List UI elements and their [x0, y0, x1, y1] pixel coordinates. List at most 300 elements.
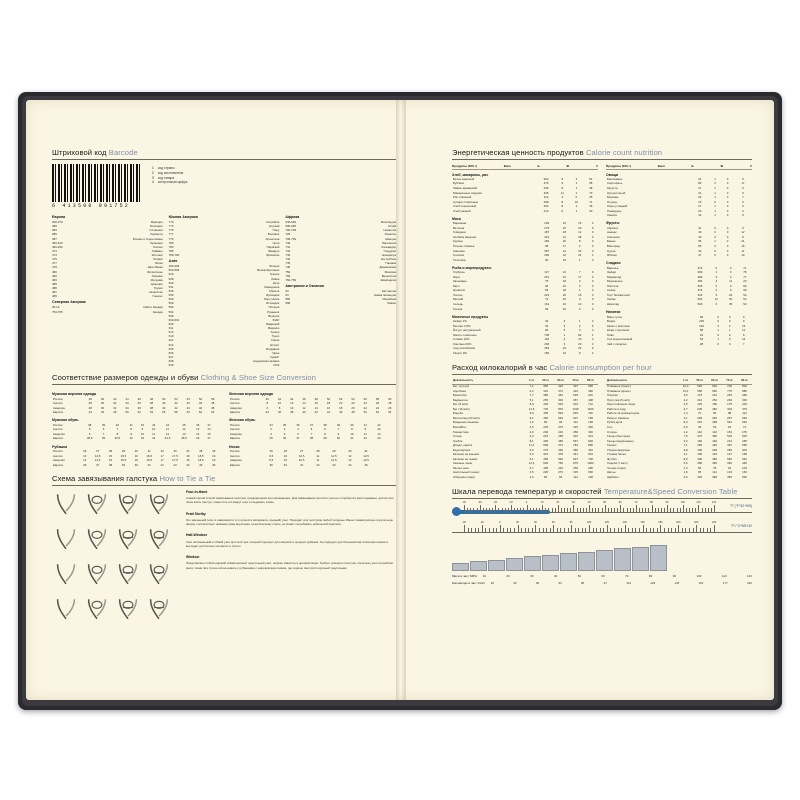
- calorie-value: 700: [727, 384, 732, 389]
- size-cell: 15,5: [120, 453, 127, 458]
- size-cell: 36: [277, 410, 282, 415]
- ruler-minor-tick: [514, 528, 515, 533]
- nutrition-value: 69: [545, 306, 549, 311]
- product-name: Молоко 2,5%: [453, 323, 471, 328]
- ruler-minor-tick: [485, 528, 486, 533]
- size-cell: 38: [149, 401, 154, 406]
- size-cell: 12: [182, 427, 186, 432]
- calorie-value: 441: [573, 452, 578, 457]
- calorie-value: 78: [712, 465, 717, 470]
- product-name: Торт бисквитный: [607, 292, 630, 297]
- nutrition-value: 0: [726, 239, 729, 244]
- nutrition-value: 3: [591, 341, 594, 346]
- size-cell: 12: [348, 453, 352, 458]
- tie-step: [83, 490, 111, 518]
- nutrition-value: 28: [699, 341, 704, 346]
- calorie-value: 80: [544, 474, 548, 479]
- nutrition-value: 276: [543, 181, 549, 186]
- nutrition-value: 24: [698, 176, 702, 181]
- country-code-column: [169, 213, 280, 367]
- mph-value: 80: [649, 573, 653, 578]
- calorie-value: 160: [697, 438, 703, 443]
- size-cell: 6: [297, 431, 299, 436]
- nutrition-value: 1: [575, 190, 578, 195]
- size-cell: 12: [290, 401, 294, 406]
- calorie-value: 11,0: [682, 388, 689, 393]
- ruler-tick: [620, 505, 621, 513]
- size-cell: 41: [147, 462, 151, 467]
- activity-name: Гимнастика: [453, 429, 469, 434]
- country-code: 741: [285, 244, 291, 249]
- calorie-value: 448: [742, 461, 747, 466]
- country-code: 528: [168, 276, 174, 281]
- country-code: 599: [168, 313, 174, 318]
- nutrition-value: 336: [543, 190, 549, 195]
- ruler-label: 40: [587, 501, 591, 505]
- nutrition-value: 99: [743, 288, 747, 293]
- calorie-value: 880: [742, 388, 747, 393]
- country-name: Саудовская Аравия: [252, 359, 280, 363]
- nutrition-value: 16: [562, 302, 566, 307]
- nutrition-value: 4: [591, 328, 594, 333]
- product-name: Рис отварной: [453, 195, 472, 200]
- nutrition-group-title: Мясо: [452, 216, 462, 221]
- calorie-value: 330: [558, 447, 564, 452]
- country-code: 955: [285, 297, 291, 302]
- kmh-value: 64: [558, 580, 562, 585]
- ruler-minor-tick: [578, 528, 579, 533]
- ruler-tick: [714, 525, 715, 533]
- nutrition-heading: Энергетическая ценность продуктов Calorie count nutrition: [452, 148, 752, 160]
- calorie-value: 11,2: [528, 443, 535, 448]
- calorie-value: 152: [742, 470, 747, 475]
- product-name: Сыр российский: [453, 346, 475, 351]
- ruler-minor-tick: [546, 528, 547, 533]
- nutrition-value: 5: [742, 185, 744, 190]
- country-name: Малайзия: [382, 297, 397, 302]
- size-cell: 40: [336, 436, 341, 441]
- calorie-value: 258: [558, 434, 564, 439]
- calorie-value: 372: [558, 388, 564, 393]
- size-cell: 36: [137, 401, 141, 406]
- ruler-minor-tick: [467, 508, 468, 513]
- size-cell: 42: [377, 422, 381, 427]
- unit-label-bottom: °F=°C*9/5+32: [731, 524, 752, 529]
- ruler-minor-tick: [645, 508, 646, 513]
- country-code: 539: [168, 293, 174, 297]
- product-name: Абрикос: [607, 225, 619, 230]
- tie-step-icon: [52, 595, 80, 623]
- size-table: [52, 418, 219, 441]
- size-cell: 34: [125, 405, 129, 410]
- ruler-tick: [464, 505, 465, 513]
- size-cell: 42: [174, 405, 178, 410]
- calorie-value: 45: [698, 424, 702, 429]
- nutrition-value: 1: [563, 332, 566, 337]
- nutrition-value: 10: [578, 302, 582, 307]
- size-cell: 56: [363, 396, 367, 401]
- nutrition-group-title: Сладкое: [606, 261, 621, 266]
- calorie-value: 192: [712, 438, 718, 443]
- speed-bar: [506, 558, 523, 571]
- country-name: Франция: [150, 220, 163, 224]
- calorie-value: 275: [543, 447, 549, 452]
- size-cell: 44: [152, 436, 156, 441]
- size-cell: 37: [309, 422, 314, 427]
- country-name: Новая Зеландия: [373, 293, 397, 297]
- ruler-label: -40: [462, 521, 466, 525]
- ruler-tick: [558, 505, 559, 513]
- activity-name: Плавание (кроль): [607, 388, 631, 393]
- ruler-label: 60: [618, 501, 622, 505]
- mph-value: 60: [601, 573, 605, 578]
- calorie-value: 225: [543, 424, 549, 429]
- product-name: Баклажаны: [607, 176, 623, 181]
- barcode-heading: Штриховой код Barcode: [52, 148, 396, 160]
- ruler-minor-tick: [555, 508, 556, 513]
- consumption-header-cell: 50 кг: [538, 379, 553, 384]
- size-cell: 38: [108, 462, 113, 467]
- product-name: Колбаса вареная: [453, 234, 477, 239]
- nutrition-value: 1: [591, 253, 594, 258]
- size-cell: 48: [113, 410, 117, 415]
- calorie-value: 0,9: [683, 424, 688, 429]
- ruler-minor-tick: [632, 528, 633, 533]
- nutrition-value: 12: [741, 230, 745, 235]
- nutrition-value: 3: [578, 244, 581, 248]
- calorie-value: 560: [727, 456, 732, 461]
- nutrition-value: 10: [574, 199, 579, 204]
- size-cell: 40: [162, 401, 166, 406]
- nutrition-value: 35: [729, 302, 733, 307]
- nutrition-value: 0: [715, 274, 718, 279]
- calorie-value: 4,5: [529, 470, 534, 475]
- size-cell: 44: [290, 396, 294, 401]
- nutrition-value: 0: [578, 306, 581, 311]
- tie-step-icon: [83, 525, 111, 553]
- country-name: Маврикий: [266, 321, 280, 326]
- size-cell: 43: [332, 462, 336, 467]
- size-cell: 42: [129, 436, 133, 441]
- speed-bar: [470, 561, 487, 571]
- size-cell: 39: [269, 462, 273, 467]
- mph-value: 110: [721, 573, 727, 578]
- product-name: Икра: [453, 274, 460, 279]
- size-cell: 6: [102, 427, 105, 432]
- country-code: 958: [285, 301, 291, 306]
- ruler-minor-tick: [493, 528, 494, 533]
- row-label: Европа: [53, 436, 63, 441]
- country-name: Панама: [385, 261, 397, 266]
- nutrition-value: 16: [562, 221, 566, 226]
- country-code: 626: [168, 350, 174, 355]
- consumption-header-cell: 1 кг: [679, 379, 692, 384]
- nutrition-value: 0: [714, 199, 716, 204]
- nutrition-value: 209: [544, 221, 550, 226]
- row-label: Россия: [230, 422, 240, 427]
- consumption-column-left: [452, 379, 598, 480]
- ruler-label: -10: [509, 501, 513, 505]
- size-cell: 37: [296, 436, 300, 441]
- calorie-value: 224: [727, 438, 732, 443]
- nutrition-value: 18: [562, 279, 566, 284]
- nutrition-value: 0: [591, 270, 594, 275]
- nutrition-value: 0: [714, 225, 716, 230]
- table-row: [606, 342, 752, 347]
- activity-name: Стирка: [607, 429, 617, 434]
- calorie-value: 110: [697, 429, 702, 434]
- calorie-value: 128: [588, 420, 593, 425]
- calorie-value: 132: [712, 429, 718, 434]
- calorie-value: 4,7: [683, 406, 688, 411]
- size-cell: 17: [160, 453, 164, 458]
- nutrition-value: 3: [563, 341, 566, 346]
- ruler-label: 180: [658, 521, 663, 525]
- ruler-minor-tick: [655, 508, 656, 513]
- calorie-value: 147: [727, 452, 732, 457]
- tie-step-icon: [52, 560, 80, 588]
- speed-label-kmh: Километры в час / km/h: [452, 580, 485, 585]
- size-cell: 3: [283, 427, 286, 432]
- size-cell: 36: [83, 449, 87, 454]
- size-cell: 6: [266, 405, 269, 410]
- consumption-header-cell: Деятельность: [606, 379, 679, 384]
- size-cell: 10: [152, 427, 156, 432]
- country-name: Эквадор: [267, 248, 280, 253]
- country-name: Тунис: [271, 334, 280, 339]
- ruler-label: 60: [551, 521, 555, 525]
- size-cell: 5: [283, 431, 286, 436]
- country-code: 535: [168, 288, 174, 293]
- size-cell: 36: [83, 462, 87, 467]
- nutrition-value: 0: [726, 176, 729, 181]
- calorie-value: 105: [697, 452, 703, 457]
- ruler-minor-tick: [621, 528, 622, 533]
- calorie-value: 315: [543, 452, 549, 457]
- nutrition-value: 21: [562, 270, 566, 275]
- product-name: Говядина: [453, 230, 466, 235]
- size-cell: 44: [348, 462, 352, 467]
- size-cell: 5: [88, 427, 91, 432]
- tie-step-icon: [114, 525, 142, 553]
- calorie-value: 225: [543, 470, 549, 475]
- table-row: [452, 209, 598, 214]
- size-cell: 30: [100, 401, 105, 406]
- ruler-tick: [696, 525, 697, 533]
- row-label: Америка: [53, 458, 65, 463]
- nutrition-value: 28: [578, 234, 582, 239]
- ruler-minor-tick: [552, 508, 553, 513]
- ruler-minor-tick: [618, 528, 619, 533]
- calorie-value: 80: [544, 420, 548, 425]
- size-cell: 44: [186, 462, 190, 467]
- size-cell: 41: [350, 436, 354, 441]
- nutrition-value: 1: [714, 239, 716, 244]
- consumption-header-cell: Деятельность: [452, 379, 525, 384]
- calorie-value: 1,4: [683, 411, 688, 416]
- nutrition-value: 66: [545, 328, 549, 333]
- nutrition-value: 301: [544, 234, 550, 239]
- country-code: 779: [168, 236, 174, 241]
- ruler-label: 30: [571, 501, 575, 505]
- nutrition-value: 3: [563, 337, 566, 342]
- nutrition-value: 3: [563, 323, 566, 328]
- size-cell: 44: [88, 410, 92, 415]
- ruler-minor-tick: [677, 508, 678, 513]
- country-name: Канада: [152, 309, 163, 314]
- country-code: 770: [168, 220, 174, 224]
- product-name: Сосиски: [453, 253, 465, 258]
- size-cell: 64: [211, 410, 215, 415]
- country-name: Колумбия: [266, 220, 280, 224]
- nutrition-value: 16: [562, 306, 566, 311]
- country-name: Коста-Рика: [380, 257, 397, 262]
- nutrition-value: 254: [543, 204, 549, 209]
- calorie-value: 550: [697, 388, 703, 393]
- size-cell: 50: [125, 410, 129, 415]
- calorie-value: 190: [697, 447, 703, 452]
- size-cell: 36: [282, 436, 287, 441]
- consumption-column-right: [606, 379, 752, 480]
- calorie-value: 539: [573, 393, 578, 398]
- product-name: Перец сладкий: [607, 204, 628, 209]
- nutrition-value: 98: [545, 244, 549, 248]
- temperature-ruler-bottom: [452, 523, 752, 539]
- country-code: 385: [52, 232, 57, 237]
- ruler-minor-tick: [627, 508, 628, 513]
- clothing-tables-right: [229, 389, 396, 468]
- ruler-minor-tick: [492, 508, 493, 513]
- product-name: Йогурт натуральный: [453, 328, 481, 333]
- nutrition-value: 10: [562, 253, 566, 258]
- calorie-value: 672: [558, 443, 564, 448]
- size-cell: 58: [375, 396, 380, 401]
- size-cell: 35: [269, 436, 273, 441]
- calorie-value: 385: [543, 393, 549, 398]
- nutrition-value: 41: [698, 225, 702, 230]
- size-cell: 8: [116, 431, 119, 436]
- calorie-value: 376: [742, 406, 747, 411]
- nutrition-value: 0: [591, 239, 594, 244]
- speed-bar: [596, 550, 613, 571]
- size-cell: 5: [310, 427, 313, 432]
- size-cell: 48: [211, 401, 215, 406]
- size-cell: 11,5: [331, 453, 337, 458]
- nutrition-value: 1: [591, 332, 594, 337]
- size-cell: 24: [363, 401, 367, 406]
- size-cell: 4: [270, 431, 272, 436]
- product-name: Хлеб ржаной: [453, 208, 471, 213]
- country-code: 740: [285, 240, 291, 245]
- nutrition-value: 19: [562, 257, 566, 262]
- size-cell: 17: [160, 458, 164, 463]
- calorie-value: 6,2: [529, 388, 534, 393]
- ruler-minor-tick: [560, 528, 561, 533]
- nutrition-value: 0: [591, 221, 594, 226]
- size-cell: 38: [309, 436, 314, 441]
- ruler-minor-tick: [630, 508, 631, 513]
- ruler-minor-tick: [575, 528, 576, 533]
- country-code: 484: [52, 277, 57, 282]
- activity-name: Баскетбол: [453, 393, 467, 398]
- calorie-value: 3,7: [529, 465, 534, 470]
- activity-name: Бег (16 км/ч): [453, 406, 470, 411]
- size-cell: 38: [88, 396, 92, 401]
- calorie-value: 750: [558, 461, 564, 466]
- nutrition-header-cell: Б: [537, 164, 540, 168]
- nutrition-value: 0: [726, 190, 729, 195]
- activity-name: Футбол: [607, 456, 617, 461]
- country-name: Тайвань: [151, 248, 163, 253]
- nutrition-value: 14: [562, 248, 566, 253]
- size-cell: 34: [269, 422, 273, 427]
- ruler-minor-tick: [610, 528, 611, 533]
- ruler-tick: [698, 505, 699, 513]
- country-code: 780: [168, 240, 174, 245]
- size-cell: 41: [129, 422, 133, 427]
- country-code: 00-13: [52, 305, 60, 310]
- calorie-value: 664: [742, 420, 747, 425]
- size-cell: 10: [283, 458, 288, 463]
- consumption-header-cell: 80 кг: [583, 379, 598, 384]
- country-name: Гватемала: [381, 240, 397, 245]
- ruler-tick: [643, 525, 644, 533]
- speed-row-mph: [452, 574, 752, 578]
- row-label: Россия: [53, 449, 63, 454]
- calorie-value: 648: [588, 438, 593, 443]
- nutrition-value: 49: [589, 204, 593, 209]
- tie-step: [114, 525, 142, 553]
- product-name: Виноград: [607, 244, 620, 248]
- ruler-minor-tick: [508, 508, 509, 513]
- nutrition-value: 12: [562, 234, 566, 239]
- nutrition-value: 42: [698, 213, 702, 218]
- ruler-label: 50: [603, 501, 607, 505]
- calorie-value: 792: [588, 411, 593, 416]
- ruler-minor-tick: [523, 508, 524, 513]
- country-code: 383: [52, 228, 57, 233]
- nutrition-value: 5: [591, 323, 594, 328]
- ruler-tick: [660, 525, 661, 533]
- consumption-header-cell: 60 кг: [707, 379, 722, 384]
- size-cell: 42: [277, 396, 282, 401]
- activity-name: Работа в саду: [607, 406, 626, 411]
- ruler-minor-tick: [521, 528, 522, 533]
- nutrition-value: 0: [717, 319, 719, 324]
- country-name: Перу: [272, 228, 280, 233]
- size-cell: 10: [277, 401, 282, 406]
- tie-step: [145, 595, 173, 623]
- mph-value: 100: [696, 573, 702, 578]
- nutrition-value: 10: [741, 253, 745, 258]
- speed-bars: [452, 545, 752, 571]
- product-name: Печень говяжья: [453, 244, 475, 248]
- country-name: Япония: [269, 264, 280, 269]
- country-code: 450-459: [168, 264, 180, 269]
- nutrition-value: 13: [742, 337, 746, 342]
- kmh-value: 161: [698, 580, 704, 585]
- nutrition-value: 1: [714, 213, 716, 218]
- nutrition-value: 18: [562, 230, 566, 235]
- left-page: [26, 100, 422, 700]
- ruler-minor-tick: [639, 508, 640, 513]
- ruler-label: 70: [634, 501, 638, 505]
- mph-value: 90: [672, 573, 676, 578]
- nutrition-value: 0: [591, 302, 594, 307]
- nutrition-value: 65: [698, 244, 702, 248]
- ruler-tick: [464, 525, 465, 533]
- country-name: Иордания: [266, 346, 280, 351]
